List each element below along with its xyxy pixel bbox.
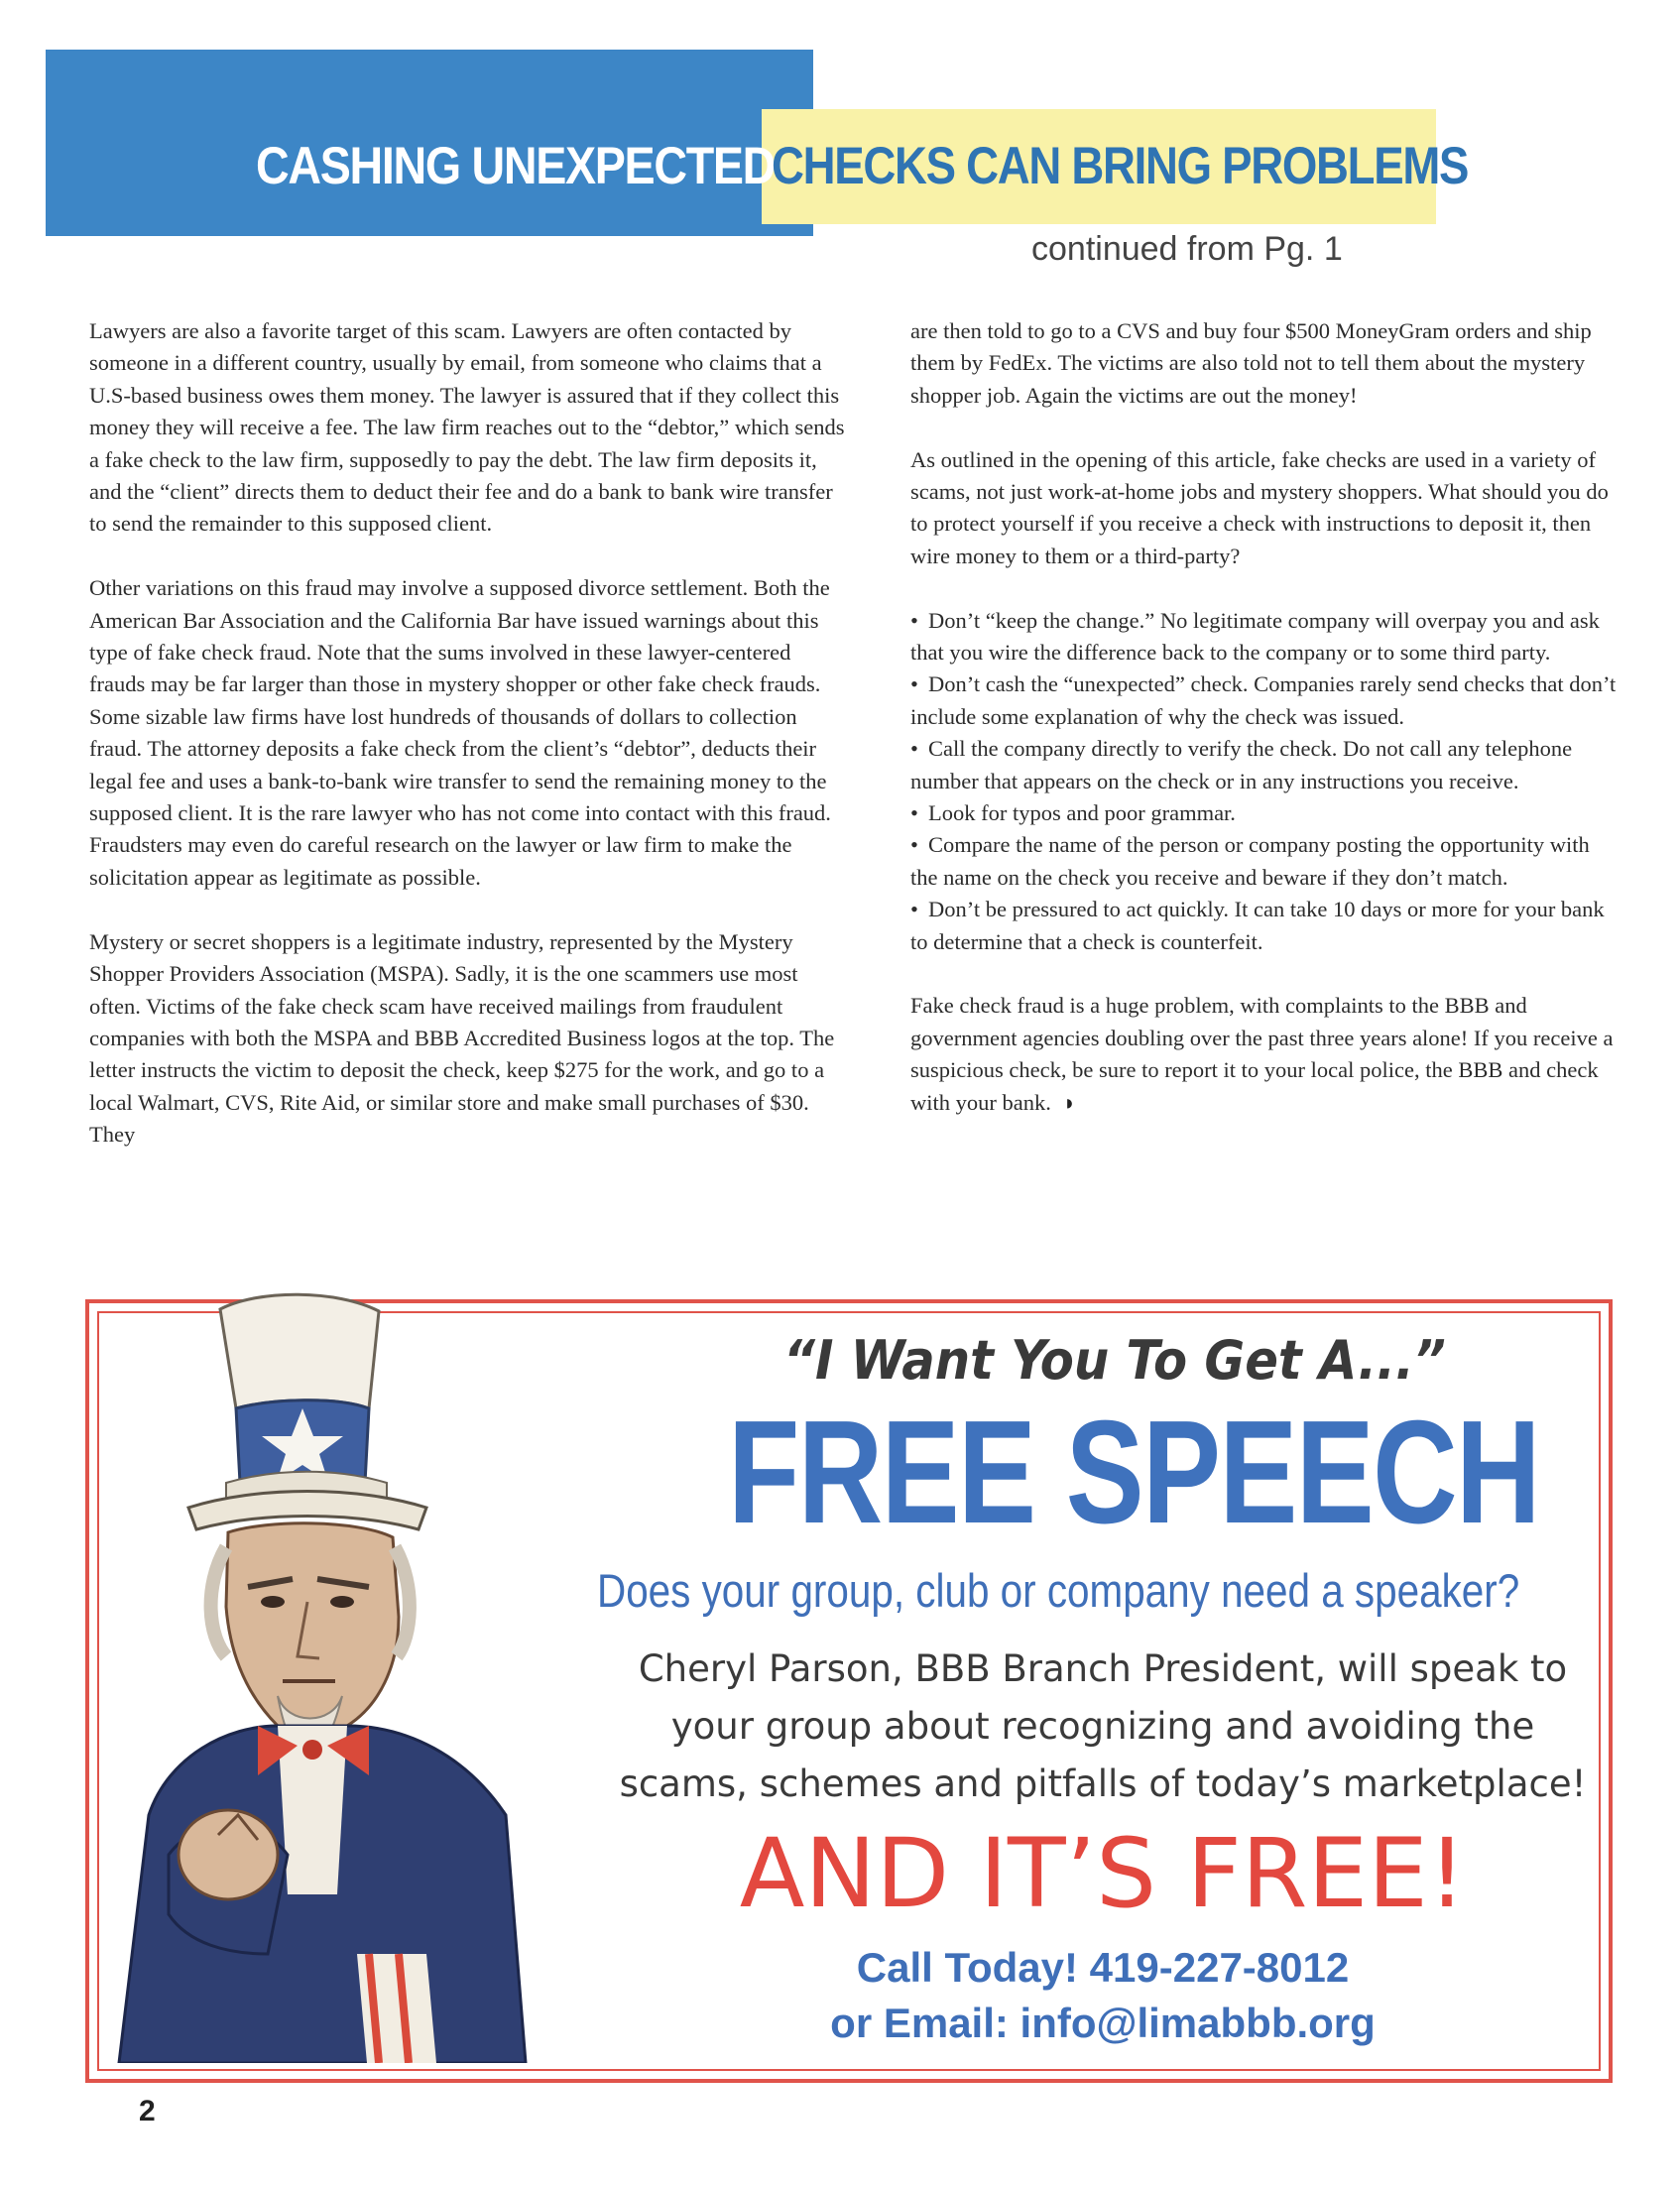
article-paragraph: As outlined in the opening of this article, fake checks are used in a variety of scams, not just work-at-home jobs and mystery shoppers. What should you do to protect yourself if you receive a check with instructions to deposit it, then wire money to them or a third-party? (910, 446, 1609, 568)
tip-text: Don’t be pressured to act quickly. It can take 10 days or more for your bank to determine that a check is counterfeit. (910, 897, 1605, 954)
article-paragraph: Lawyers are also a favorite target of this scam. Lawyers are often contacted by someone in a different country, usually by email, from someone who claims that a U.S-based business owes them money. The lawyer is assured that if they collect this money they will receive a fee. The law firm reaches out to the “debtor,” which sends a fake check to the law firm, supposedly to pay the debt. The law firm deposits it, and the “client” directs them to deduct their fee and do a bank to bank wire transfer to send the remainder to this supposed client. (89, 318, 845, 537)
article-title-part2: CHECKS CAN BRING PROBLEMS (772, 137, 1469, 195)
continued-from-label: continued from Pg. 1 (1031, 230, 1343, 268)
bullet-icon: • (910, 832, 918, 858)
ad-phone-line: Call Today! 419-227-8012 (856, 1944, 1350, 1991)
tips-list (910, 605, 1617, 958)
tip-text: Compare the name of the person or company posting the opportunity with the name on the check you receive and beware if they don’t match. (910, 832, 1590, 890)
article-paragraph: Mystery or secret shoppers is a legitimate industry, represented by the Mystery Shopper Providers Association (MSPA). Sadly, it is the one scammers use most often. Victims of the fake check scam have received mailings from fraudulent companies with both the MSPA and BBB Accredited Business logos at the top. The letter instructs the victim to deposit the check, keep $275 for the work, and go to a local Walmart, CVS, Rite Aid, or similar store and make small purchases of $30. They (89, 928, 835, 1148)
article-title-part1: CASHING UNEXPECTED (256, 137, 776, 195)
tips-list-item (910, 669, 1617, 733)
tip-text: Don’t cash the “unexpected” check. Companies rarely send checks that don’t include some explanation of why the check was issued. (910, 671, 1617, 729)
article-paragraph (910, 990, 1617, 1119)
ad-body-line: Cheryl Parson, BBB Branch President, will speak to (638, 1647, 1568, 1690)
tips-list-item (910, 605, 1617, 669)
bullet-icon: • (910, 671, 918, 697)
end-of-article-icon: ◗ (1062, 1089, 1077, 1115)
article-right-column (910, 315, 1617, 1119)
tips-list-item (910, 829, 1617, 894)
bullet-icon: • (910, 736, 918, 762)
tip-text: Look for typos and poor grammar. (928, 800, 1236, 826)
page-number: 2 (139, 2095, 156, 2127)
bullet-icon: • (910, 607, 918, 633)
tips-list-item (910, 797, 1617, 829)
ad-body-text (607, 1641, 1599, 1813)
article-left-column (89, 315, 845, 1152)
ad-contact-info (607, 1940, 1599, 2051)
tips-list-item (910, 733, 1617, 797)
article-paragraph: Other variations on this fraud may involve a supposed divorce settlement. Both the American Bar Association and the California Bar have issued warnings about this type of fake check fraud. Note that the sums involved in these lawyer-centered frauds may be far larger than those in mystery shopper or other fake check frauds. Some sizable law firms have lost hundreds of thousands of dollars to collection fraud. The attorney deposits a fake check from the client’s “debtor”, deducts their legal fee and uses a bank-to-bank wire transfer to send the remaining money to the supposed client. It is the rare lawyer who has not come into contact with this fraud. Fraudsters may even do careful research on the lawyer or law firm to make the solicitation appear as legitimate as possible. (89, 575, 831, 890)
ad-headline: FREE SPEECH (728, 1391, 1539, 1554)
ad-tagline: “I Want You To Get A...” (783, 1329, 1446, 1392)
bullet-icon: • (910, 897, 918, 922)
ad-email-line: or Email: info@limabbb.org (830, 2000, 1376, 2046)
bullet-icon: • (910, 800, 918, 826)
ad-question: Does your group, club or company need a speaker? (597, 1564, 1520, 1617)
ad-free-callout: AND IT’S FREE! (739, 1818, 1467, 1929)
tips-list-item (910, 894, 1617, 958)
ad-body-line: your group about recognizing and avoiding the (670, 1705, 1535, 1748)
closing-text: Fake check fraud is a huge problem, with complaints to the BBB and government agencies doubling over the past three years alone! If you receive a suspicious check, be sure to report it to your local police, the BBB and check with your bank. (910, 993, 1614, 1115)
tip-text: Call the company directly to verify the check. Do not call any telephone number that appears on the check or in any instructions you receive. (910, 736, 1573, 793)
tip-text: Don’t “keep the change.” No legitimate company will overpay you and ask that you wire the difference back to the company or to some third party. (910, 607, 1600, 666)
article-paragraph: are then told to go to a CVS and buy four $500 MoneyGram orders and ship them by FedEx. The victims are also told not to tell them about the mystery shopper job. Again the victims are out the money! (910, 318, 1592, 408)
uncle-sam-illustration (109, 1260, 605, 2063)
ad-body-line: scams, schemes and pitfalls of today’s marketplace! (619, 1763, 1587, 1805)
